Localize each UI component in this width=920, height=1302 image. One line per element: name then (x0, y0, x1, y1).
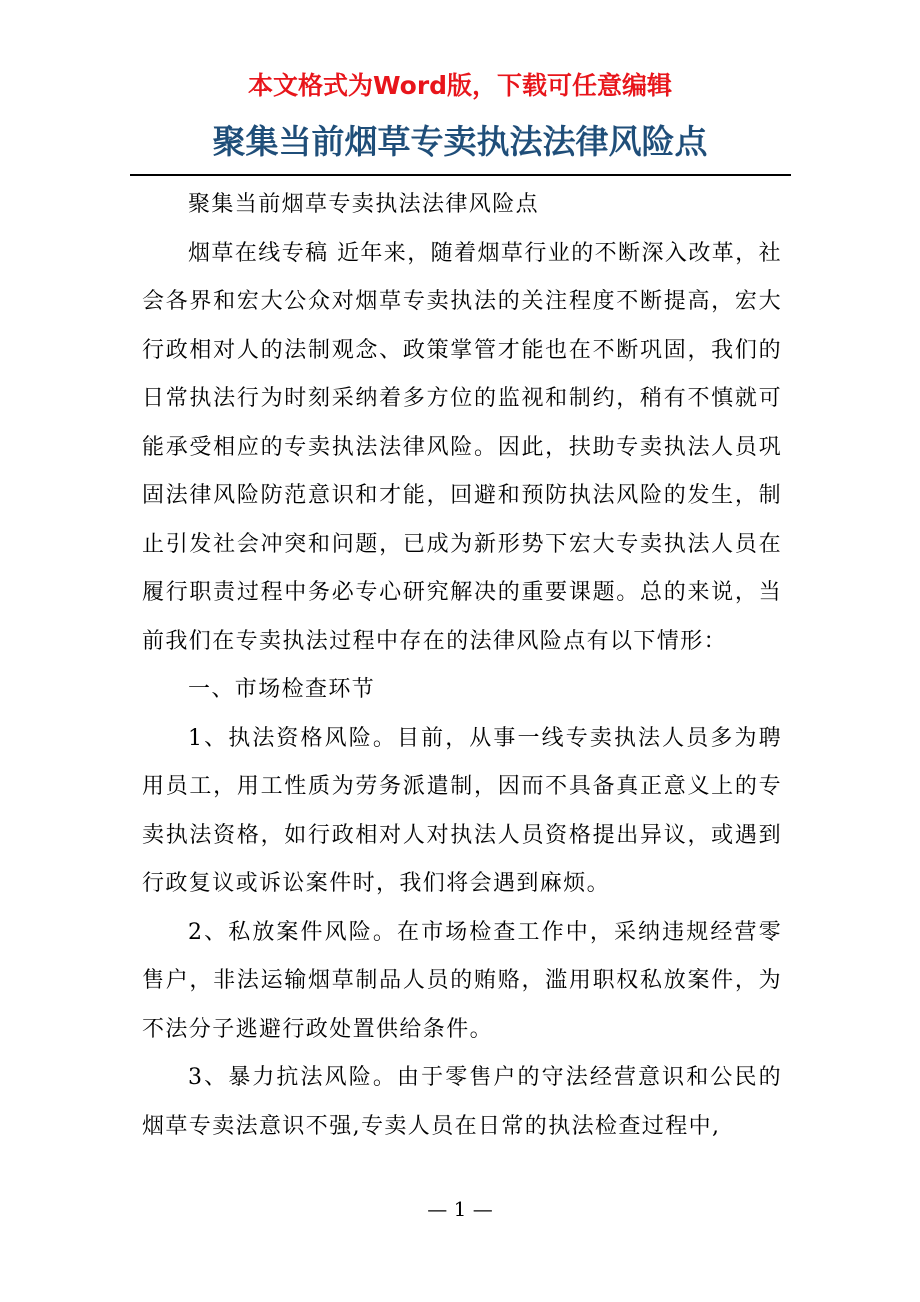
risk-item-3: 3、暴力抗法风险。由于零售户的守法经营意识和公民的烟草专卖法意识不强,专卖人员在日常的执法检查过程中, (142, 1065, 782, 1139)
body-subtitle: 聚集当前烟草专卖执法法律风险点 (188, 192, 540, 217)
format-notice: 本文格式为Word版，下载可任意编辑 (247, 71, 673, 100)
page-number: — 1 — (427, 1197, 493, 1221)
risk-item-1: 1、执法资格风险。目前，从事一线专卖执法人员多为聘用员工，用工性质为劳务派遣制，因而不具备真正意义上的专卖执法资格，如行政相对人对执法人员资格提出异议，或遇到行政复议或诉讼案件时，我们将会遇到麻烦。 (142, 725, 782, 896)
section-heading: 一、市场检查环节 (188, 677, 376, 702)
document-title: 聚集当前烟草专卖执法法律风险点 (212, 122, 708, 161)
intro-paragraph: 烟草在线专稿 近年来，随着烟草行业的不断深入改革，社会各界和宏大公众对烟草专卖执法的关注程度不断提高，宏大行政相对人的法制观念、政策掌管才能也在不断巩固，我们的日常执法行为时刻采纳着多方位的监视和制约，稍有不慎就可能承受相应的专卖执法法律风险。因此，扶助专卖执法人员巩固法律风险防范意识和才能，回避和预防执法风险的发生，制止引发社会冲突和问题，已成为新形势下宏大专卖执法人员在履行职责过程中务必专心研究解决的重要课题。总的来说，当前我们在专卖执法过程中存在的法律风险点有以下情形： (142, 240, 782, 654)
title-divider (130, 174, 791, 176)
risk-item-2: 2、私放案件风险。在市场检查工作中，采纳违规经营零售户，非法运输烟草制品人员的贿赂，滥用职权私放案件，为不法分子逃避行政处置供给条件。 (142, 919, 782, 1042)
document-body (142, 181, 782, 1151)
